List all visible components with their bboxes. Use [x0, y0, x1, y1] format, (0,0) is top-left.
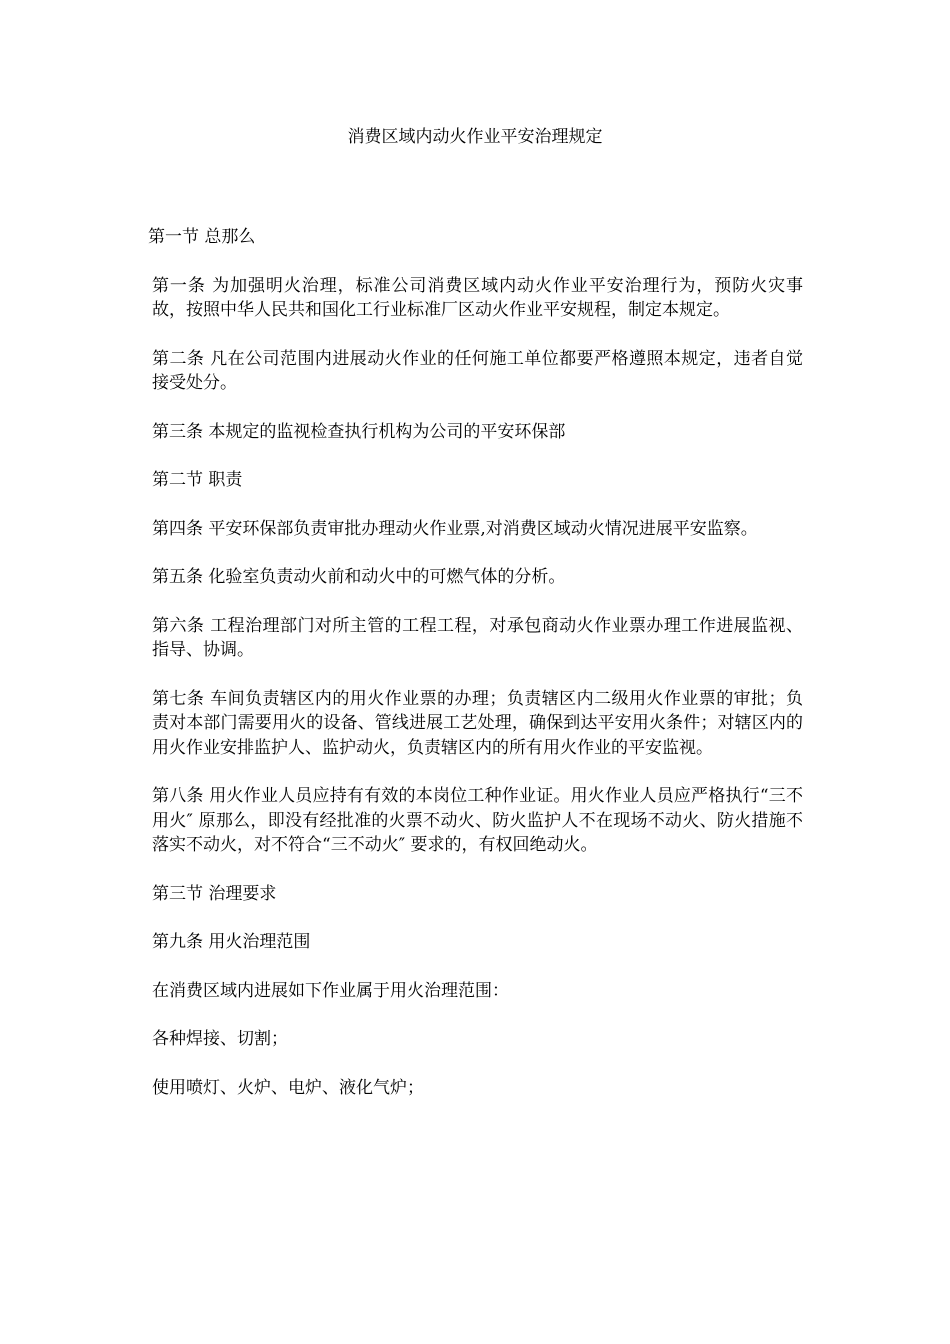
article-3: 第三条 本规定的监视检查执行机构为公司的平安环保部	[152, 421, 566, 442]
article-9: 第九条 用火治理范围	[152, 932, 311, 952]
article-7: 第七条 车间负责辖区内的用火作业票的办理；负责辖区内二级用火作业票的审批；负责对本部门需要用火的设备、管线进展工艺处理，确保到达平安用火条件；对辖区内的用火作业安排监护人、监护动火，负责辖区内的所有用火作业的平安监视。	[152, 688, 803, 758]
section-heading-3: 第三节 治理要求	[152, 883, 277, 904]
article-1: 第一条 为加强明火治理，标准公司消费区域内动火作业平安治理行为，预防火灾事故，按照中华人民共和国化工行业标准厂区动火作业平安规程，制定本规定。	[152, 275, 803, 320]
scope-intro: 在消费区域内进展如下作业属于用火治理范围：	[152, 980, 509, 1001]
article-5: 第五条 化验室负责动火前和动火中的可燃气体的分析。	[152, 567, 566, 587]
document-title: 消费区域内动火作业平安治理规定	[347, 127, 603, 147]
article-4: 第四条 平安环保部负责审批办理动火作业票,对消费区域动火情况进展平安监察。	[152, 518, 758, 539]
document-body	[148, 225, 803, 1124]
section-heading-2: 第二节 职责	[152, 470, 243, 490]
article-8: 第八条 用火作业人员应持有有效的本岗位工种作业证。用火作业人员应严格执行“三不用火″ 原那么，即没有经批准的火票不动火、防火监护人不在现场不动火、防火措施不落实不动火，对不符合“三不动火″ 要求的，有权回绝动火。	[152, 786, 803, 855]
article-6: 第六条 工程治理部门对所主管的工程工程，对承包商动火作业票办理工作进展监视、指导、协调。	[152, 615, 803, 660]
scope-item-burners: 使用喷灯、火炉、电炉、液化气炉；	[152, 1077, 424, 1098]
section-heading-1: 第一节 总那么	[148, 227, 256, 247]
scope-item-welding: 各种焊接、切割；	[152, 1029, 288, 1049]
article-2: 第二条 凡在公司范围内进展动火作业的任何施工单位都要严格遵照本规定，违者自觉接受处分。	[152, 348, 803, 393]
